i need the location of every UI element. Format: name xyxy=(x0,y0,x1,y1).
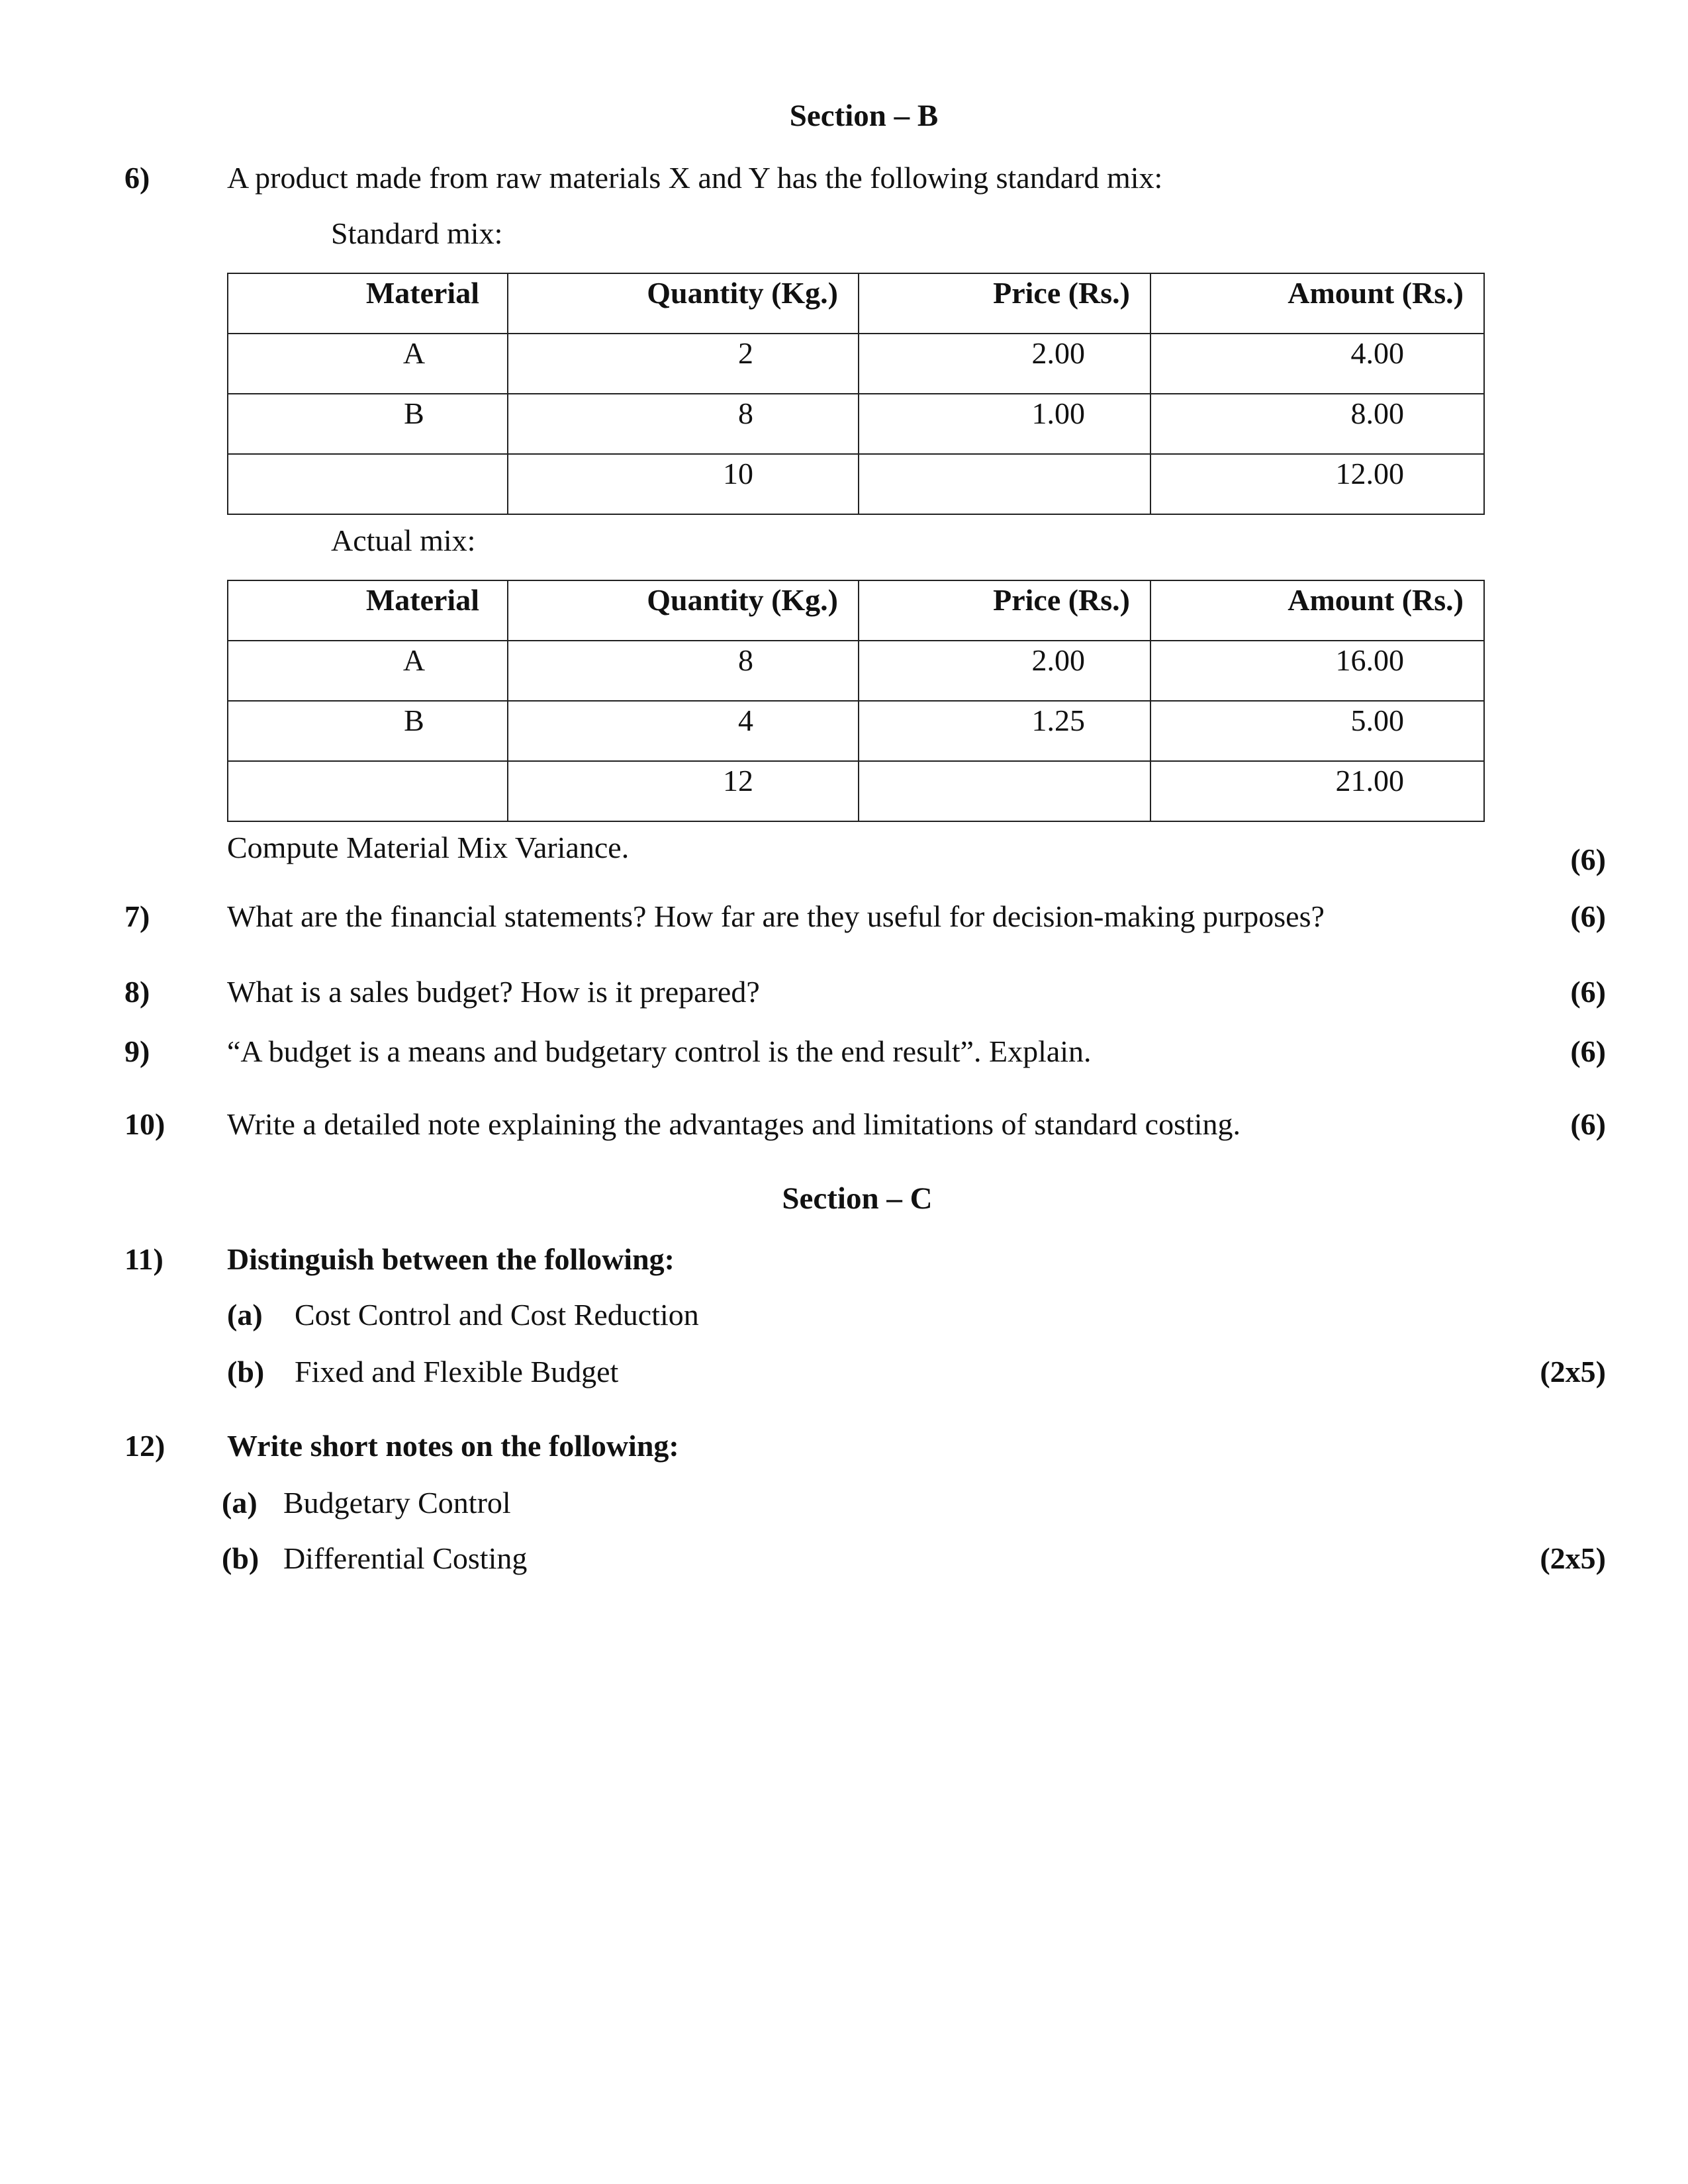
header-quantity: Quantity (Kg.) xyxy=(508,580,859,641)
cell-amount-total: 12.00 xyxy=(1150,454,1484,514)
question-12-number: 12) xyxy=(124,1429,165,1463)
question-12-part-b-text: Differential Costing xyxy=(283,1541,528,1575)
cell-material: B xyxy=(228,394,508,454)
question-11-marks: (2x5) xyxy=(1540,1355,1606,1388)
question-10-marks: (6) xyxy=(1570,1107,1606,1141)
table-header-row xyxy=(228,273,1484,334)
question-11-part-b-label: (b) xyxy=(227,1355,265,1388)
cell-amount: 4.00 xyxy=(1150,334,1484,394)
header-price: Price (Rs.) xyxy=(859,273,1150,334)
cell-quantity: 8 xyxy=(508,394,859,454)
cell-amount: 5.00 xyxy=(1150,701,1484,761)
header-price: Price (Rs.) xyxy=(859,580,1150,641)
header-quantity: Quantity (Kg.) xyxy=(508,273,859,334)
cell-price: 1.25 xyxy=(859,701,1150,761)
cell-price: 2.00 xyxy=(859,641,1150,701)
question-7-text: What are the financial statements? How far are they useful for decision-making purposes? xyxy=(227,899,1325,933)
table-total-row xyxy=(228,454,1484,514)
table-total-row xyxy=(228,761,1484,821)
section-c-title: Section – C xyxy=(782,1181,933,1216)
question-12-part-a-text: Budgetary Control xyxy=(283,1486,511,1520)
cell-material: A xyxy=(228,641,508,701)
question-6-instruction: Compute Material Mix Variance. xyxy=(227,831,630,864)
header-amount: Amount (Rs.) xyxy=(1150,273,1484,334)
section-b-title: Section – B xyxy=(789,99,939,133)
header-amount: Amount (Rs.) xyxy=(1150,580,1484,641)
cell-material xyxy=(228,454,508,514)
cell-quantity-total: 10 xyxy=(508,454,859,514)
question-12-part-a-label: (a) xyxy=(222,1486,258,1520)
question-10-text: Write a detailed note explaining the advantages and limitations of standard costing. xyxy=(227,1107,1241,1141)
header-material: Material xyxy=(228,273,508,334)
question-6-text: A product made from raw materials X and Y has the following standard mix: xyxy=(227,161,1163,195)
standard-mix-table xyxy=(227,273,1485,515)
cell-amount: 8.00 xyxy=(1150,394,1484,454)
cell-amount: 16.00 xyxy=(1150,641,1484,701)
actual-mix-label: Actual mix: xyxy=(331,523,476,557)
table-row xyxy=(228,394,1484,454)
question-8-marks: (6) xyxy=(1570,975,1606,1009)
cell-material: B xyxy=(228,701,508,761)
question-12-text: Write short notes on the following: xyxy=(227,1429,679,1463)
question-7-number: 7) xyxy=(124,899,150,933)
cell-quantity-total: 12 xyxy=(508,761,859,821)
table-row xyxy=(228,334,1484,394)
question-9-number: 9) xyxy=(124,1034,150,1068)
question-11-part-b-text: Fixed and Flexible Budget xyxy=(295,1355,619,1388)
cell-quantity: 4 xyxy=(508,701,859,761)
header-material: Material xyxy=(228,580,508,641)
question-11-part-a-text: Cost Control and Cost Reduction xyxy=(295,1298,699,1332)
question-9-marks: (6) xyxy=(1570,1034,1606,1068)
table-row xyxy=(228,701,1484,761)
cell-price: 2.00 xyxy=(859,334,1150,394)
question-6-marks: (6) xyxy=(1570,842,1606,876)
question-8-number: 8) xyxy=(124,975,150,1009)
question-12-part-b-label: (b) xyxy=(222,1541,259,1575)
question-10-number: 10) xyxy=(124,1107,165,1141)
cell-quantity: 2 xyxy=(508,334,859,394)
question-11-part-a-label: (a) xyxy=(227,1298,263,1332)
cell-quantity: 8 xyxy=(508,641,859,701)
standard-mix-label: Standard mix: xyxy=(331,216,503,250)
question-7-marks: (6) xyxy=(1570,899,1606,933)
table-header-row xyxy=(228,580,1484,641)
question-11-text: Distinguish between the following: xyxy=(227,1242,675,1276)
cell-price xyxy=(859,454,1150,514)
question-6-number: 6) xyxy=(124,161,150,195)
question-11-number: 11) xyxy=(124,1242,164,1276)
question-8-text: What is a sales budget? How is it prepared? xyxy=(227,975,760,1009)
cell-amount-total: 21.00 xyxy=(1150,761,1484,821)
cell-material: A xyxy=(228,334,508,394)
cell-material xyxy=(228,761,508,821)
actual-mix-table xyxy=(227,580,1485,822)
question-12-marks: (2x5) xyxy=(1540,1541,1606,1575)
cell-price xyxy=(859,761,1150,821)
question-9-text: “A budget is a means and budgetary control is the end result”. Explain. xyxy=(227,1034,1092,1068)
table-row xyxy=(228,641,1484,701)
cell-price: 1.00 xyxy=(859,394,1150,454)
